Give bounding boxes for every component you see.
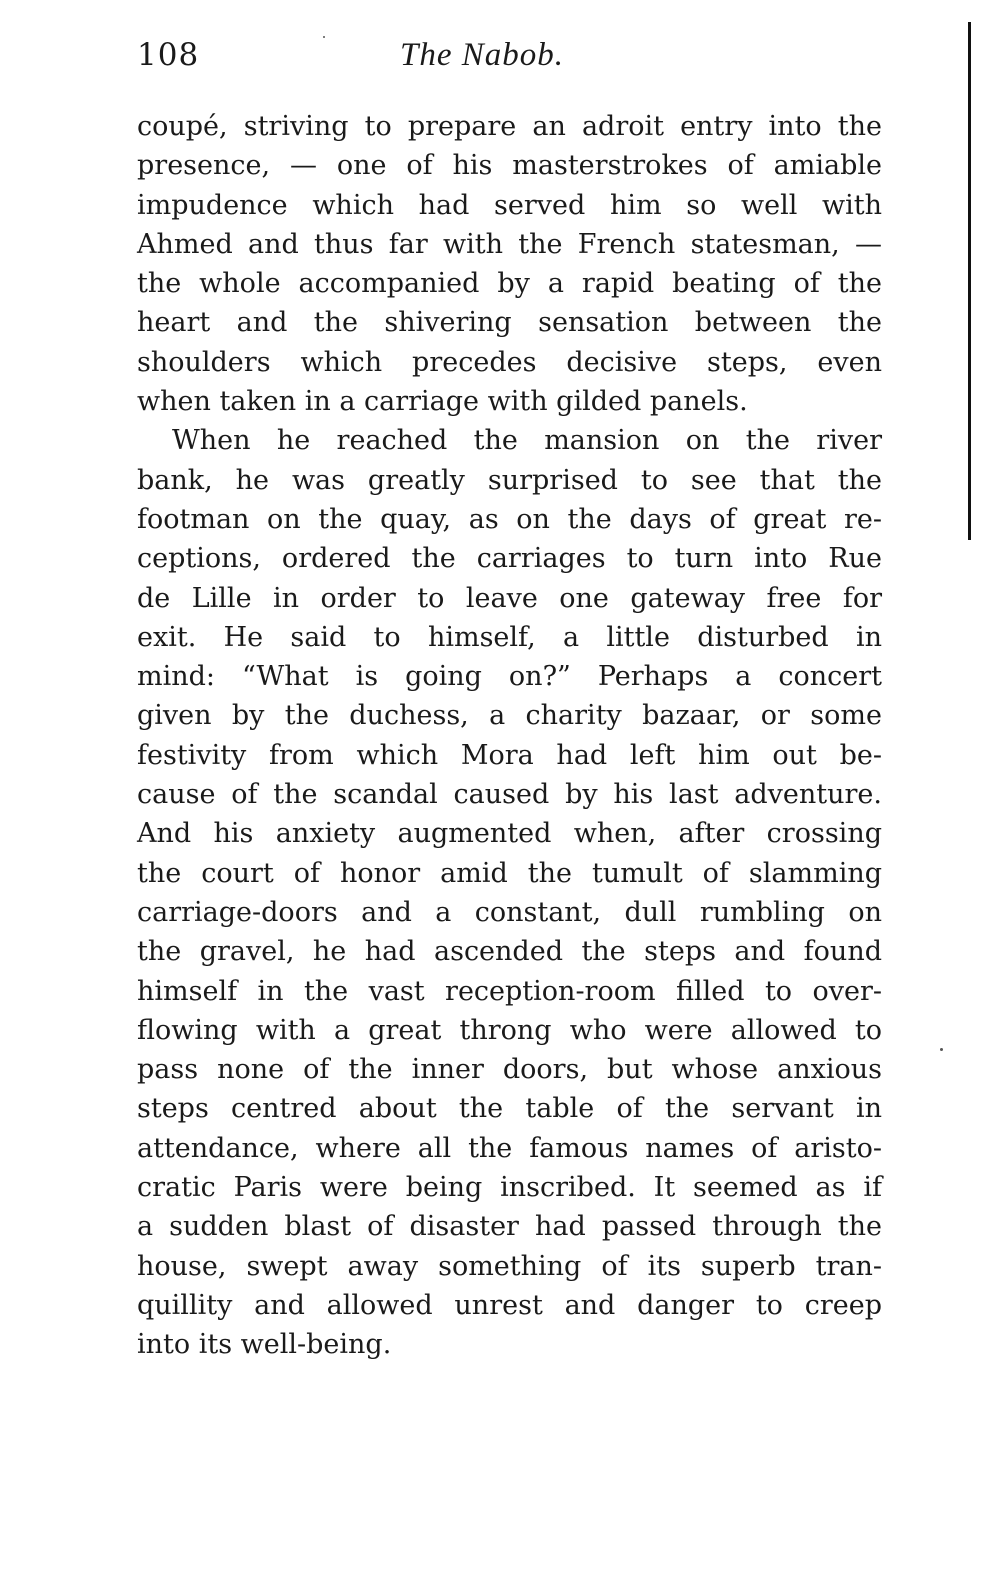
- text-line: festivity from which Mora had left him out be-: [137, 739, 882, 771]
- text-line: into its well-being.: [137, 1329, 392, 1361]
- text-line: Ahmed and thus far with the French statesman, —: [137, 228, 882, 260]
- scan-speck: [940, 1048, 943, 1051]
- text-line: impudence which had served him so well with: [137, 189, 882, 221]
- margin-rule: [968, 22, 971, 540]
- text-line: When he reached the mansion on the river: [172, 425, 882, 457]
- text-line: a sudden blast of disaster had passed through the: [137, 1211, 882, 1243]
- text-line: presence, — one of his masterstrokes of amiable: [137, 150, 882, 182]
- text-line: when taken in a carriage with gilded panels.: [137, 386, 748, 418]
- text-line: ceptions, ordered the carriages to turn into Rue: [137, 543, 882, 575]
- text-line: exit. He said to himself, a little disturbed in: [137, 621, 882, 653]
- page-number: 108: [137, 37, 200, 73]
- text-body: [137, 107, 882, 1365]
- text-line: pass none of the inner doors, but whose anxious: [137, 1054, 882, 1086]
- text-line: shoulders which precedes decisive steps, even: [137, 346, 882, 378]
- text-line: the gravel, he had ascended the steps and found: [137, 936, 882, 968]
- text-line: flowing with a great throng who were allowed to: [137, 1014, 882, 1046]
- text-line: heart and the shivering sensation between the: [137, 307, 882, 339]
- page-header: [137, 30, 882, 80]
- text-line: given by the duchess, a charity bazaar, or some: [137, 700, 882, 732]
- text-line: carriage-doors and a constant, dull rumbling on: [137, 896, 882, 928]
- text-line: mind: “What is going on?” Perhaps a concert: [137, 661, 882, 693]
- text-line: attendance, where all the famous names of aristo-: [137, 1132, 882, 1164]
- scan-speck: [323, 36, 325, 38]
- text-line: himself in the vast reception-room filled to over-: [137, 975, 882, 1007]
- text-line: house, swept away something of its superb tran-: [137, 1250, 882, 1282]
- text-line: footman on the quay, as on the days of great re-: [137, 503, 882, 535]
- text-line: steps centred about the table of the servant in: [137, 1093, 882, 1125]
- text-line: coupé, striving to prepare an adroit entry into the: [137, 111, 882, 142]
- text-line: bank, he was greatly surprised to see that the: [137, 464, 882, 496]
- running-title: The Nabob.: [400, 37, 565, 73]
- text-line: the whole accompanied by a rapid beating of the: [137, 268, 882, 300]
- text-line: de Lille in order to leave one gateway free for: [137, 582, 882, 614]
- text-line: And his anxiety augmented when, after crossing: [137, 818, 882, 850]
- text-line: cause of the scandal caused by his last adventure.: [137, 779, 882, 811]
- text-line: quillity and allowed unrest and danger to creep: [137, 1289, 882, 1321]
- text-line: the court of honor amid the tumult of slamming: [137, 857, 882, 889]
- text-line: cratic Paris were being inscribed. It seemed as if: [137, 1172, 882, 1204]
